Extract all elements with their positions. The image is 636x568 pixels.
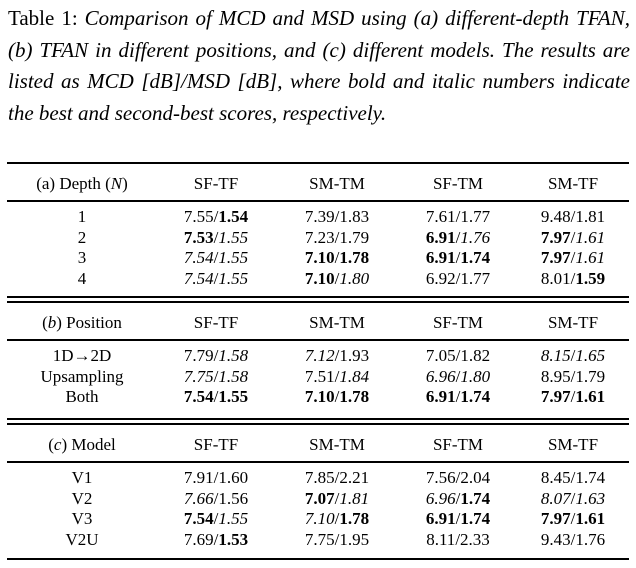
column-header: SM-TM — [309, 313, 365, 332]
mcd-value: 7.66 — [183, 488, 214, 508]
value-separator: / — [570, 468, 576, 487]
section-double-rule-lower — [7, 301, 629, 303]
section-header-label: (a) Depth (N) — [36, 174, 128, 193]
value-separator: / — [334, 509, 340, 528]
score-cell — [517, 248, 629, 268]
msd-value: 1.59 — [575, 268, 606, 288]
msd-value: 1.84 — [339, 366, 370, 386]
table-row — [7, 248, 629, 268]
msd-value: 1.77 — [460, 207, 491, 226]
mcd-value: 7.79 — [183, 346, 214, 365]
value-separator: / — [334, 346, 340, 365]
mcd-value: 8.07 — [540, 488, 571, 508]
value-separator: / — [334, 366, 340, 386]
value-separator: / — [570, 387, 576, 406]
section-header-label: (c) Model — [48, 435, 116, 454]
msd-value: 1.74 — [460, 387, 491, 406]
score-cell — [399, 367, 517, 387]
column-header: SF-TF — [193, 174, 239, 193]
msd-value: 1.74 — [460, 248, 491, 267]
value-separator: / — [213, 207, 219, 226]
value-separator: / — [334, 207, 340, 226]
score-cell — [157, 346, 275, 366]
table-top-rule — [7, 162, 629, 164]
section-double-rule-upper — [7, 418, 629, 420]
table-row — [7, 367, 629, 387]
value-separator: / — [334, 248, 340, 267]
msd-value: 2.04 — [460, 468, 491, 487]
score-cell — [275, 387, 399, 407]
msd-value: 1.76 — [460, 227, 491, 247]
mcd-value: 8.95 — [540, 366, 571, 386]
row-label: V2 — [71, 488, 93, 508]
table-row — [7, 530, 629, 550]
column-header: SF-TM — [432, 174, 484, 193]
score-cell — [517, 346, 629, 366]
value-separator: / — [213, 488, 219, 508]
section-header-label: (b) Position — [42, 313, 122, 332]
value-separator: / — [455, 248, 461, 267]
mcd-value: 7.10 — [304, 268, 335, 288]
score-cell — [517, 468, 629, 488]
score-cell — [275, 228, 399, 248]
row-label: Upsampling — [40, 366, 124, 386]
score-cell — [399, 509, 517, 529]
column-header: SF-TF — [193, 435, 239, 454]
value-separator: / — [455, 268, 461, 288]
msd-value: 1.78 — [339, 509, 370, 528]
mcd-value: 7.54 — [183, 387, 214, 406]
msd-value: 1.76 — [575, 529, 606, 549]
value-separator: / — [455, 227, 461, 247]
score-cell — [157, 367, 275, 387]
score-cell — [517, 530, 629, 550]
row-label: 2 — [77, 227, 87, 247]
row-label: V1 — [71, 468, 93, 487]
value-separator: / — [213, 346, 219, 365]
section-header-row — [7, 313, 629, 333]
msd-value: 1.74 — [575, 468, 606, 487]
value-separator: / — [570, 207, 576, 226]
msd-value: 1.65 — [575, 346, 606, 365]
msd-value: 1.58 — [218, 346, 249, 365]
mcd-value: 7.97 — [540, 387, 571, 406]
score-cell — [157, 207, 275, 227]
section-double-rule-lower — [7, 423, 629, 425]
mcd-value: 7.61 — [425, 207, 456, 226]
msd-value: 1.78 — [339, 387, 370, 406]
score-cell — [275, 530, 399, 550]
score-cell — [275, 207, 399, 227]
value-separator: / — [334, 468, 340, 487]
score-cell — [399, 530, 517, 550]
msd-value: 1.61 — [575, 248, 606, 267]
column-header: SF-TM — [432, 313, 484, 332]
value-separator: / — [570, 248, 576, 267]
mcd-value: 7.10 — [304, 509, 335, 528]
value-separator: / — [455, 529, 461, 549]
score-cell — [157, 269, 275, 289]
section-header-cell — [7, 435, 157, 455]
score-cell — [275, 346, 399, 366]
value-separator: / — [334, 227, 340, 247]
table-row — [7, 269, 629, 289]
msd-value: 1.79 — [339, 227, 370, 247]
section-header-cell — [7, 313, 157, 333]
value-separator: / — [213, 468, 219, 487]
column-header: SM-TF — [547, 174, 599, 193]
value-separator: / — [213, 387, 219, 406]
mcd-value: 6.91 — [425, 248, 456, 267]
column-header: SF-TM — [432, 435, 484, 454]
msd-value: 1.60 — [218, 468, 249, 487]
msd-value: 1.55 — [218, 248, 249, 267]
table-row — [7, 228, 629, 248]
results-table — [7, 160, 629, 563]
mcd-value: 7.69 — [183, 529, 214, 549]
msd-value: 1.53 — [218, 529, 249, 549]
value-separator: / — [213, 366, 219, 386]
score-cell — [275, 509, 399, 529]
value-separator: / — [334, 529, 340, 549]
msd-value: 1.54 — [218, 207, 249, 226]
msd-value: 1.74 — [460, 509, 491, 528]
caption-label: Table 1: — [8, 6, 78, 30]
msd-value: 1.55 — [218, 227, 249, 247]
msd-value: 1.81 — [339, 488, 370, 508]
mcd-value: 9.43 — [540, 529, 571, 549]
mcd-value: 7.91 — [183, 468, 214, 487]
score-cell — [157, 530, 275, 550]
value-separator: / — [213, 227, 219, 247]
msd-value: 1.61 — [575, 387, 606, 406]
mcd-value: 7.05 — [425, 346, 456, 365]
row-label: Both — [65, 387, 99, 406]
mcd-value: 8.11 — [426, 529, 456, 549]
score-cell — [399, 228, 517, 248]
header-rule — [7, 461, 629, 463]
value-separator: / — [455, 488, 461, 508]
msd-value: 1.74 — [460, 488, 491, 508]
value-separator: / — [334, 268, 340, 288]
header-rule — [7, 339, 629, 341]
section-header-cell — [7, 174, 157, 194]
score-cell — [517, 269, 629, 289]
mcd-value: 7.23 — [304, 227, 335, 247]
score-cell — [275, 269, 399, 289]
table-bottom-rule — [7, 558, 629, 560]
score-cell — [517, 207, 629, 227]
score-cell — [157, 489, 275, 509]
msd-value: 1.55 — [218, 387, 249, 406]
msd-value: 1.56 — [218, 488, 249, 508]
mcd-value: 8.15 — [540, 346, 571, 365]
column-header: SM-TM — [309, 435, 365, 454]
mcd-value: 7.07 — [304, 488, 335, 508]
value-separator: / — [570, 346, 576, 365]
score-cell — [399, 207, 517, 227]
section-header-row — [7, 435, 629, 455]
table-row — [7, 509, 629, 529]
mcd-value: 7.10 — [304, 248, 335, 267]
value-separator: / — [455, 366, 461, 386]
score-cell — [517, 509, 629, 529]
caption-text: Comparison of MCD and MSD using (a) different-depth TFAN, (b) TFAN in different positions, and (c) different models. The results are listed as MCD [dB]/MSD [dB], where bold and italic numbers indicate the best and second-best scores, respectively. — [8, 6, 631, 125]
msd-value: 1.55 — [218, 509, 249, 528]
score-cell — [517, 387, 629, 407]
score-cell — [275, 367, 399, 387]
value-separator: / — [213, 529, 219, 549]
score-cell — [157, 468, 275, 488]
value-separator: / — [570, 509, 576, 528]
score-cell — [157, 509, 275, 529]
msd-value: 1.77 — [460, 268, 491, 288]
msd-value: 1.81 — [575, 207, 606, 226]
score-cell — [157, 248, 275, 268]
msd-value: 1.61 — [575, 509, 606, 528]
score-cell — [275, 489, 399, 509]
value-separator: / — [213, 268, 219, 288]
mcd-value: 7.54 — [183, 248, 214, 267]
mcd-value: 6.92 — [425, 268, 456, 288]
mcd-value: 6.91 — [425, 227, 456, 247]
score-cell — [517, 489, 629, 509]
mcd-value: 7.97 — [540, 509, 571, 528]
section-double-rule-upper — [7, 296, 629, 298]
column-header: SM-TF — [547, 435, 599, 454]
mcd-value: 7.85 — [304, 468, 335, 487]
score-cell — [275, 248, 399, 268]
mcd-value: 6.96 — [425, 366, 456, 386]
msd-value: 1.79 — [575, 366, 606, 386]
value-separator: / — [570, 529, 576, 549]
msd-value: 2.33 — [460, 529, 490, 549]
mcd-value: 7.56 — [425, 468, 456, 487]
score-cell — [399, 269, 517, 289]
mcd-value: 8.01 — [540, 268, 571, 288]
msd-value: 2.21 — [339, 468, 370, 487]
score-cell — [517, 228, 629, 248]
value-separator: / — [334, 387, 340, 406]
table-row — [7, 468, 629, 488]
value-separator: / — [570, 366, 576, 386]
header-rule — [7, 200, 629, 202]
mcd-value: 7.55 — [183, 207, 214, 226]
table-row — [7, 489, 629, 509]
msd-value: 1.58 — [218, 366, 249, 386]
column-header: SF-TF — [193, 313, 239, 332]
score-cell — [399, 248, 517, 268]
value-separator: / — [213, 509, 219, 528]
mcd-value: 7.10 — [304, 387, 335, 406]
mcd-value: 6.91 — [425, 387, 456, 406]
mcd-value: 7.75 — [304, 529, 335, 549]
msd-value: 1.55 — [218, 268, 249, 288]
row-label: 4 — [77, 268, 87, 288]
table-row — [7, 207, 629, 227]
msd-value: 1.93 — [339, 346, 370, 365]
value-separator: / — [570, 488, 576, 508]
mcd-value: 7.54 — [183, 268, 214, 288]
mcd-value: 6.91 — [425, 509, 456, 528]
msd-value: 1.83 — [339, 207, 370, 226]
value-separator: / — [455, 468, 461, 487]
score-cell — [399, 468, 517, 488]
score-cell — [517, 367, 629, 387]
row-label: V3 — [71, 509, 93, 528]
msd-value: 1.63 — [575, 488, 606, 508]
mcd-value: 7.75 — [183, 366, 214, 386]
mcd-value: 7.51 — [304, 366, 335, 386]
row-label: 1D→2D — [52, 346, 112, 365]
row-label: 3 — [77, 248, 87, 267]
score-cell — [399, 387, 517, 407]
score-cell — [399, 346, 517, 366]
row-label: 1 — [77, 207, 87, 226]
msd-value: 1.80 — [460, 366, 491, 386]
msd-value: 1.61 — [575, 227, 606, 247]
score-cell — [157, 228, 275, 248]
column-header: SM-TF — [547, 313, 599, 332]
msd-value: 1.82 — [460, 346, 491, 365]
msd-value: 1.80 — [339, 268, 370, 288]
value-separator: / — [455, 346, 461, 365]
column-header: SM-TM — [309, 174, 365, 193]
value-separator: / — [334, 488, 340, 508]
table-row — [7, 346, 629, 366]
score-cell — [275, 468, 399, 488]
value-separator: / — [570, 227, 576, 247]
value-separator: / — [455, 387, 461, 406]
table-row — [7, 387, 629, 407]
mcd-value: 8.45 — [540, 468, 571, 487]
row-label: V2U — [65, 529, 99, 549]
value-separator: / — [455, 207, 461, 226]
value-separator: / — [213, 248, 219, 267]
section-header-row — [7, 174, 629, 194]
msd-value: 1.78 — [339, 248, 370, 267]
mcd-value: 7.54 — [183, 509, 214, 528]
msd-value: 1.95 — [339, 529, 370, 549]
score-cell — [157, 387, 275, 407]
mcd-value: 7.12 — [304, 346, 335, 365]
value-separator: / — [455, 509, 461, 528]
value-separator: / — [570, 268, 576, 288]
mcd-value: 7.97 — [540, 227, 571, 247]
mcd-value: 7.53 — [183, 227, 214, 247]
mcd-value: 7.39 — [304, 207, 335, 226]
mcd-value: 7.97 — [540, 248, 571, 267]
mcd-value: 6.96 — [425, 488, 456, 508]
table-caption — [8, 3, 630, 129]
mcd-value: 9.48 — [540, 207, 571, 226]
score-cell — [399, 489, 517, 509]
